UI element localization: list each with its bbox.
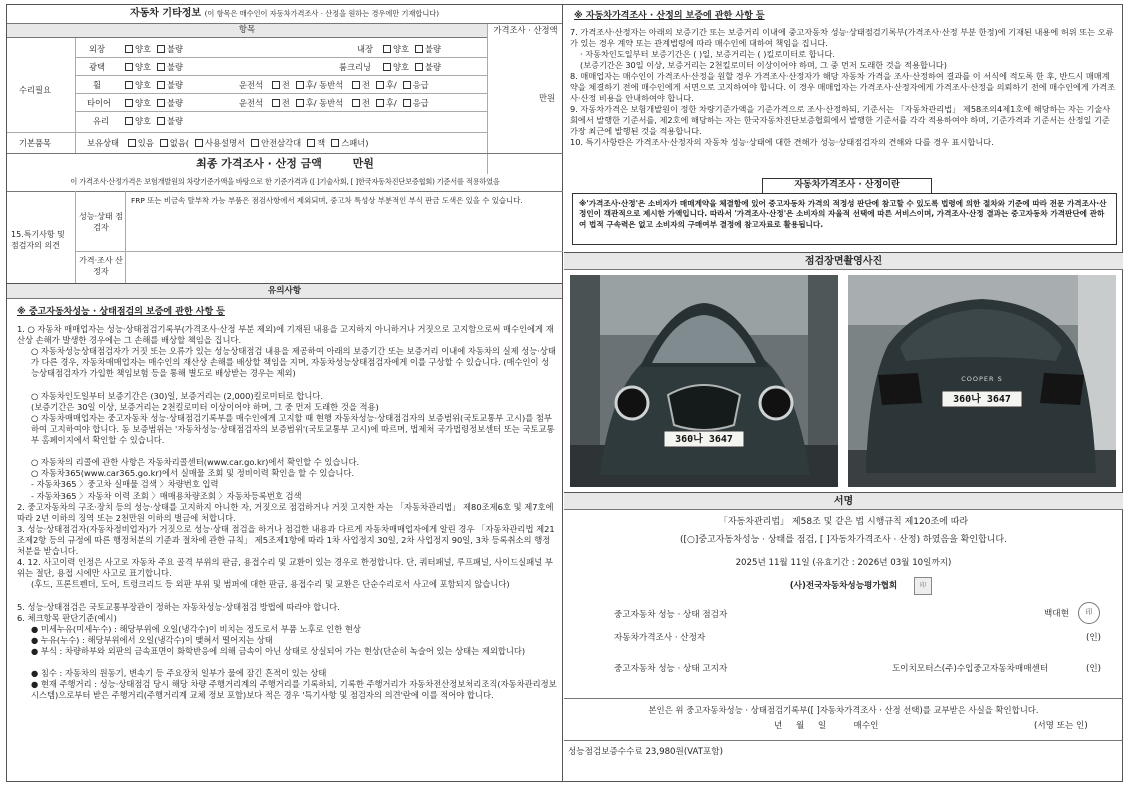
glass-options: 양호 불량: [125, 116, 183, 127]
checkbox[interactable]: [272, 99, 280, 107]
price-guarantee-item: 9. 자동차가격은 보험개발원이 정한 차량기준가액을 기준가격으로 조사·산정하되, 기준서는 「자동차관리법」 제58조의4제1호에 해당하는 자는 기술사회에서 발행한 기준서를, 제2호에 해당하는 자는 한국자동차진단보증협회에서 발행한 기준서를 각각 적용하여야 하며, 기준가격과 기준서는 산정일 기준 가장 최근에 발행된 것을 적용합니다.: [570, 104, 1111, 136]
perf-inspector-label: 성능·상태 점검자: [79, 212, 123, 232]
checkbox[interactable]: [157, 117, 165, 125]
checkbox[interactable]: [403, 99, 411, 107]
price-guarantee-item: (보증기간은 30일 이상, 보증거리는 2천킬로미터 이상이어야 하며, 그 중 먼저 도래한 것을 적용합니다): [580, 60, 947, 70]
assessor-in-mark: (인): [1086, 633, 1102, 643]
row-tire: 타이어: [87, 98, 112, 108]
notes-item: (후드, 프론트펜더, 도어, 트렁크리드 등 외판 부위 및 범퍼에 대한 판금, 용접수리 및 교환은 단순수리로서 사고에 포함되지 않습니다): [31, 579, 510, 590]
row-wheel: 휠: [93, 80, 102, 90]
divider: [75, 111, 487, 112]
divider: [7, 191, 563, 192]
left-column: [7, 5, 563, 781]
room-options: 양호 불량: [383, 62, 441, 73]
repair-label: 수리필요: [19, 85, 52, 95]
checkbox[interactable]: [125, 81, 133, 89]
row-room: 룸크리닝: [339, 62, 372, 72]
checkbox[interactable]: [125, 45, 133, 53]
checkbox[interactable]: [195, 139, 203, 147]
divider: [75, 93, 487, 94]
notes-item: ● 침수 : 자동차의 원동기, 변속기 등 주요장치 일부가 물에 잠긴 흔적이 있는 상태: [31, 668, 327, 679]
price-guarantee-item: 10. 특기사항란은 가격조사·산정자의 자동차 성능·상태에 대한 견해가 성능·상태점검자의 견해와 다를 경우 표시합니다.: [570, 137, 994, 147]
notifier-in-mark: (인): [1086, 664, 1102, 674]
other-info-title: 자동차 기타정보: [129, 8, 202, 19]
association-name: (사)전국자동차성능평가협회: [789, 581, 898, 591]
divider: [75, 38, 76, 153]
photos-title: 점검장면촬영사진: [564, 252, 1123, 270]
notes-item: ○ 자동차성능상태점검자가 거짓 또는 오류가 있는 성능상태점검 내용을 제공하여 아래의 보증기간 또는 보증거리 이내에 자동차의 실제 성능·상태가 다른 경우, 자동차매매업자는 매수인의 재산상 손해를 배상할 책임을 지며, 자동차성능상태점검자에게 이를 구상할 수 있습니다. (매수인이 성능상태점검자가 가입한 책임보험 등을 통해 별도로 배상받는 경우는 제외): [31, 346, 556, 379]
guarantee-fee: 성능점검보증수수료 23,980원(VAT포함): [568, 747, 723, 757]
divider: [7, 153, 563, 154]
signature-title: 서명: [564, 492, 1123, 510]
notes-item: (보증기간은 30일 이상, 보증거리는 2천킬로미터 이상이어야 하며, 그 중 먼저 도래한 것을 적용): [31, 401, 379, 412]
checkbox[interactable]: [352, 99, 360, 107]
row-glass: 유리: [93, 116, 110, 126]
checkbox[interactable]: [331, 139, 339, 147]
exterior-options: 양호 불량: [125, 44, 183, 55]
price-assessor-label: 가격·조사 산정자: [79, 256, 123, 276]
checkbox[interactable]: [157, 45, 165, 53]
checkbox[interactable]: [403, 81, 411, 89]
basic-label: 기본품목: [19, 138, 52, 148]
price-info-box-title: 자동차가격조사 · 산정이란: [762, 178, 932, 194]
notifier-name: 도이치모터스(주)수입중고자동차매매센터: [892, 664, 1049, 674]
ymd-line: 년 월 일 매수인: [774, 721, 879, 731]
notes-item: 1. ○ 자동차 매매업자는 성능·상태점검기록부(가격조사·산정 부분 제외)에 기재된 내용을 고지하지 아니하거나 거짓으로 고지함으로써 매수인에게 재산상 손해가 발생한 경우에는 그 손해를 배상할 책임을 집니다.: [17, 324, 554, 346]
checkbox[interactable]: [376, 81, 384, 89]
notifier-label: 중고자동차 성능 · 상태 고지자: [614, 664, 728, 674]
inspector-seal: 印: [1078, 602, 1100, 624]
price-guarantee-item: · 자동차인도일부터 보증기간은 ( )일, 보증거리는 ( )킬로미터로 합니다.: [580, 49, 835, 59]
notes-item: ● 부식 : 차량하부와 외판의 금속표면이 화학반응에 의해 금속이 아닌 상태로 상실되어 가는 현상(단순히 녹슬어 있는 상태는 제외합니다): [31, 645, 526, 656]
inspector-label: 중고자동차 성능 · 상태 점검자: [614, 610, 728, 620]
checkbox[interactable]: [157, 63, 165, 71]
col-item: 항목: [238, 25, 256, 35]
price-guarantee-title: ※ 자동차가격조사 · 산정의 보증에 관한 사항 등: [574, 11, 765, 21]
checkbox[interactable]: [128, 139, 136, 147]
notes-item: 5. 성능·상태점검은 국토교통부장관이 정하는 자동차성능·상태점검 방법에 따라야 합니다.: [17, 601, 340, 612]
divider: [75, 57, 487, 58]
tire-options: 양호 불량: [125, 98, 183, 109]
notes-item: ○ 자동차의 리콜에 관한 사항은 자동차리콜센터(www.car.go.kr)에서 확인할 수 있습니다.: [31, 457, 360, 468]
association-seal: 印: [914, 577, 932, 595]
row-exterior: 외장: [89, 44, 106, 54]
man-won-label: 만원: [539, 93, 556, 103]
rear-car-photo: [848, 275, 1116, 487]
checkbox[interactable]: [415, 45, 423, 53]
front-car-photo: [570, 275, 838, 487]
date-line: 2025년 11월 11일 (유효기간 : 2026년 03월 10일까지): [735, 558, 952, 568]
front-license-plate: 360나 3647: [675, 434, 733, 445]
record-page: [6, 4, 1123, 782]
divider: [564, 740, 1123, 741]
notes-subtitle: ※ 중고자동차성능 · 상태점검의 보증에 관한 사항 등: [17, 307, 225, 317]
gloss-options: 양호 불량: [125, 62, 183, 73]
notes-item: 4. 12. 사고이력 인정은 사고로 자동차 주요 골격 부위의 판금, 용접수리 및 교환이 있는 경우로 한정합니다. 단, 쿼터패널, 루프패널, 사이드실패널 부위는 절단, 용접 시에만 사고로 표기합니다.: [17, 557, 553, 579]
notes-item: 2. 중고자동차의 구조·장치 등의 성능·상태를 고지하지 아니한 자, 거짓으로 점검하거나 거짓 고지한 자는 「자동차관리법」 제80조제6호 및 제7호에 따라 2년 이하의 징역 또는 2천만원 이하의 벌금에 처합니다.: [17, 501, 554, 523]
checkbox[interactable]: [383, 63, 391, 71]
checkbox[interactable]: [125, 117, 133, 125]
notes-item: ○ 자동차365(www.car365.go.kr)에서 실매물 조회 및 정비이력 확인을 할 수 있습니다.: [31, 468, 355, 479]
checkbox[interactable]: [157, 99, 165, 107]
wheel-options: 양호 불량: [125, 80, 183, 91]
checkbox[interactable]: [296, 99, 304, 107]
notes-item: ○ 자동차인도일부터 보증기간은 (30)일, 보증거리는 (2,000)킬로미터로 합니다.: [31, 390, 323, 401]
other-info-header: [7, 5, 562, 24]
other-info-note: (이 항목은 매수인이 자동차가격조사 · 산정을 원하는 경우에만 기재합니다): [204, 9, 440, 18]
divider: [125, 191, 126, 283]
price-info-box: ※'가격조사·산정'은 소비자가 매매계약을 체결함에 있어 중고자동차 가격의 적정성 판단에 참고할 수 있도록 법령에 의한 절차와 기준에 따라 전문 가격조사·산정인이 객관적으로 제시한 가액입니다. 따라서 '가격조사·산정'은 소비자의 자율적 선택에 따른 서비스이며, 가격조사·산정 결과는 중고자동차 가격판단에 관하여 법적 구속력은 없고 소비자의 구매여부 결정에 참고자료로 활용됩니다.: [572, 193, 1117, 245]
checkbox[interactable]: [352, 81, 360, 89]
checkbox[interactable]: [251, 139, 259, 147]
checkbox[interactable]: [125, 63, 133, 71]
divider: [7, 132, 487, 133]
checkbox[interactable]: [415, 63, 423, 71]
perf-opinion-text: FRP 또는 비금속 탈부착 가능 부품은 점검사항에서 제외되며, 중고차 특성상 부분적인 부식 판금 도색은 있을 수 있습니다.: [131, 196, 523, 205]
price-guarantee-item: 8. 매매업자는 매수인이 가격조사·산정을 원할 경우 가격조사·산정자가 해당 자동차 가격을 조사·산정하여 결과를 이 서식에 적도록 한 후, 반드시 매매계약을 체결하기 전에 매수인에게 서면으로 고지하여야 합니다. 이 경우 매매업자는 가격조사·산정자에게 가격조사·산정을 의뢰하기 전에 매수인에게 가격조사·산정 비용을 안내하여야 합니다.: [570, 71, 1116, 103]
receipt-line: 본인은 위 중고자동차성능 · 상태점검기록부([ ]자동차가격조사 · 산정 선택)를 교부받은 사실을 확인합니다.: [648, 705, 1039, 715]
price-assessor-sign-label: 자동차가격조사 · 산정자: [614, 633, 706, 643]
opinion-label: 15.특기사항 및 점검자의 의견: [11, 230, 65, 250]
law-line: 「자동차관리법」 제58조 및 같은 법 시행규칙 제120조에 따라: [718, 517, 969, 527]
checkbox[interactable]: [125, 99, 133, 107]
wheel-driver: 운전석 전 후/ 동반석 전 후/ 응급: [239, 80, 429, 90]
row-interior: 내장: [357, 44, 374, 54]
checkbox[interactable]: [272, 81, 280, 89]
checkbox[interactable]: [160, 139, 168, 147]
rear-badge: COOPER S: [961, 375, 1003, 383]
notes-item: 6. 체크항목 판단기준(예시): [17, 612, 117, 623]
rear-license-plate: 360나 3647: [953, 394, 1011, 405]
checkbox[interactable]: [157, 81, 165, 89]
notes-item: ● 미세누유(미세누수) : 해당부위에 오일(냉각수)이 비치는 정도로서 부품 노후로 인한 현상: [31, 623, 361, 634]
checkbox[interactable]: [376, 99, 384, 107]
basis-text: 이 가격조사·산정가격은 보험개발원의 차량기준가액을 바탕으로 한 기준가격과 ([ ]기술사회, [ ]한국자동차진단보증협회) 기준서를 적용하였음: [70, 177, 500, 186]
divider: [75, 251, 563, 252]
divider: [487, 24, 488, 174]
divider: [75, 75, 487, 76]
price-guarantee-item: 7. 가격조사·산정자는 아래의 보증기간 또는 보증거리 이내에 중고자동차 성능·상태점검기록부(가격조사·산정 부분 한정)에 기재된 내용에 허위 또는 오류가 있는 경우 계약 또는 관계법령에 따라 매수인에 대하여 책임을 집니다.: [570, 27, 1114, 48]
notes-item: - 자동차365 〉자동차 이력 조회 〉매매용차량조회 〉자동차등록번호 검색: [31, 490, 302, 501]
notes-item: ○ 자동차매매업자는 중고자동차 성능·상태점검기록부를 매수인에게 고지할 때 현행 자동차성능·상태점검자의 보증범위(국토교통부 고시)를 첨부하여 고지하여야 합니다. 동 보증범위는 '자동차성능·상태점검자의 보증범위'(국토교통부 고시)에 따르며, 법제처 국가법령정보센터 또는 국토교통부 홈페이지에서 확인할 수 있습니다.: [31, 412, 555, 445]
checkbox[interactable]: [383, 45, 391, 53]
col-item-header: [7, 24, 487, 38]
row-gloss: 광택: [89, 62, 106, 72]
divider: [75, 191, 76, 283]
checkbox[interactable]: [307, 139, 315, 147]
col-price-header: 가격조사 · 산정액: [493, 25, 558, 35]
checkbox[interactable]: [296, 81, 304, 89]
final-price-row: 최종 가격조사 · 산정 금액 만원: [196, 157, 374, 170]
notes-item: 3. 성능·상태점검자(자동차정비업자)가 거짓으로 성능·상태 점검을 하거나 점검한 내용과 다르게 자동차매매업자에게 알린 경우 「자동차관리법 제21조제2항 등의 규정에 따른 행정처분의 기준과 절차에 관한 규칙」 제5조제1항에 따라 1차 사업정지 30일, 2차 사업정지 90일, 3차 등록취소의 행정처분을 받습니다.: [17, 523, 555, 556]
notes-title: 유의사항: [7, 283, 562, 299]
buyer-sign-mark: (서명 또는 인): [1034, 721, 1088, 731]
right-column: [564, 5, 1123, 781]
check-line: ([○]중고자동차성능 · 상태를 점검, [ ]자동차가격조사 · 산정) 하였음을 확인합니다.: [680, 535, 1007, 545]
inspector-name: 백대현: [1044, 609, 1069, 619]
basic-items-row: 보유상태 있음 없음( 사용설명서 안전삼각대 잭 스패너): [87, 138, 369, 148]
notes-item: - 자동차365 〉중고차 실매물 검색 〉차량번호 입력: [31, 479, 219, 490]
interior-options: 양호 불량: [383, 44, 441, 55]
notes-item: ● 누유(누수) : 해당부위에서 오일(냉각수)이 맺혀서 떨어지는 상태: [31, 634, 273, 645]
notes-item: ● 현재 주행거리 : 성능·상태점검 당시 해당 차량 주행거리계의 주행거리를 기록하되, 기록한 주행거리가 자동차전산정보처리조직(자동차관리정보시스템)으로부터 받은 주행거리(주행거리계 교체 정보 포함)보다 적은 경우 '특기사항 및 점검자의 의견'란에 이를 적어야 합니다.: [31, 679, 557, 701]
tire-driver: 운전석 전 후/ 동반석 전 후/ 응급: [239, 98, 429, 108]
divider: [564, 698, 1123, 699]
